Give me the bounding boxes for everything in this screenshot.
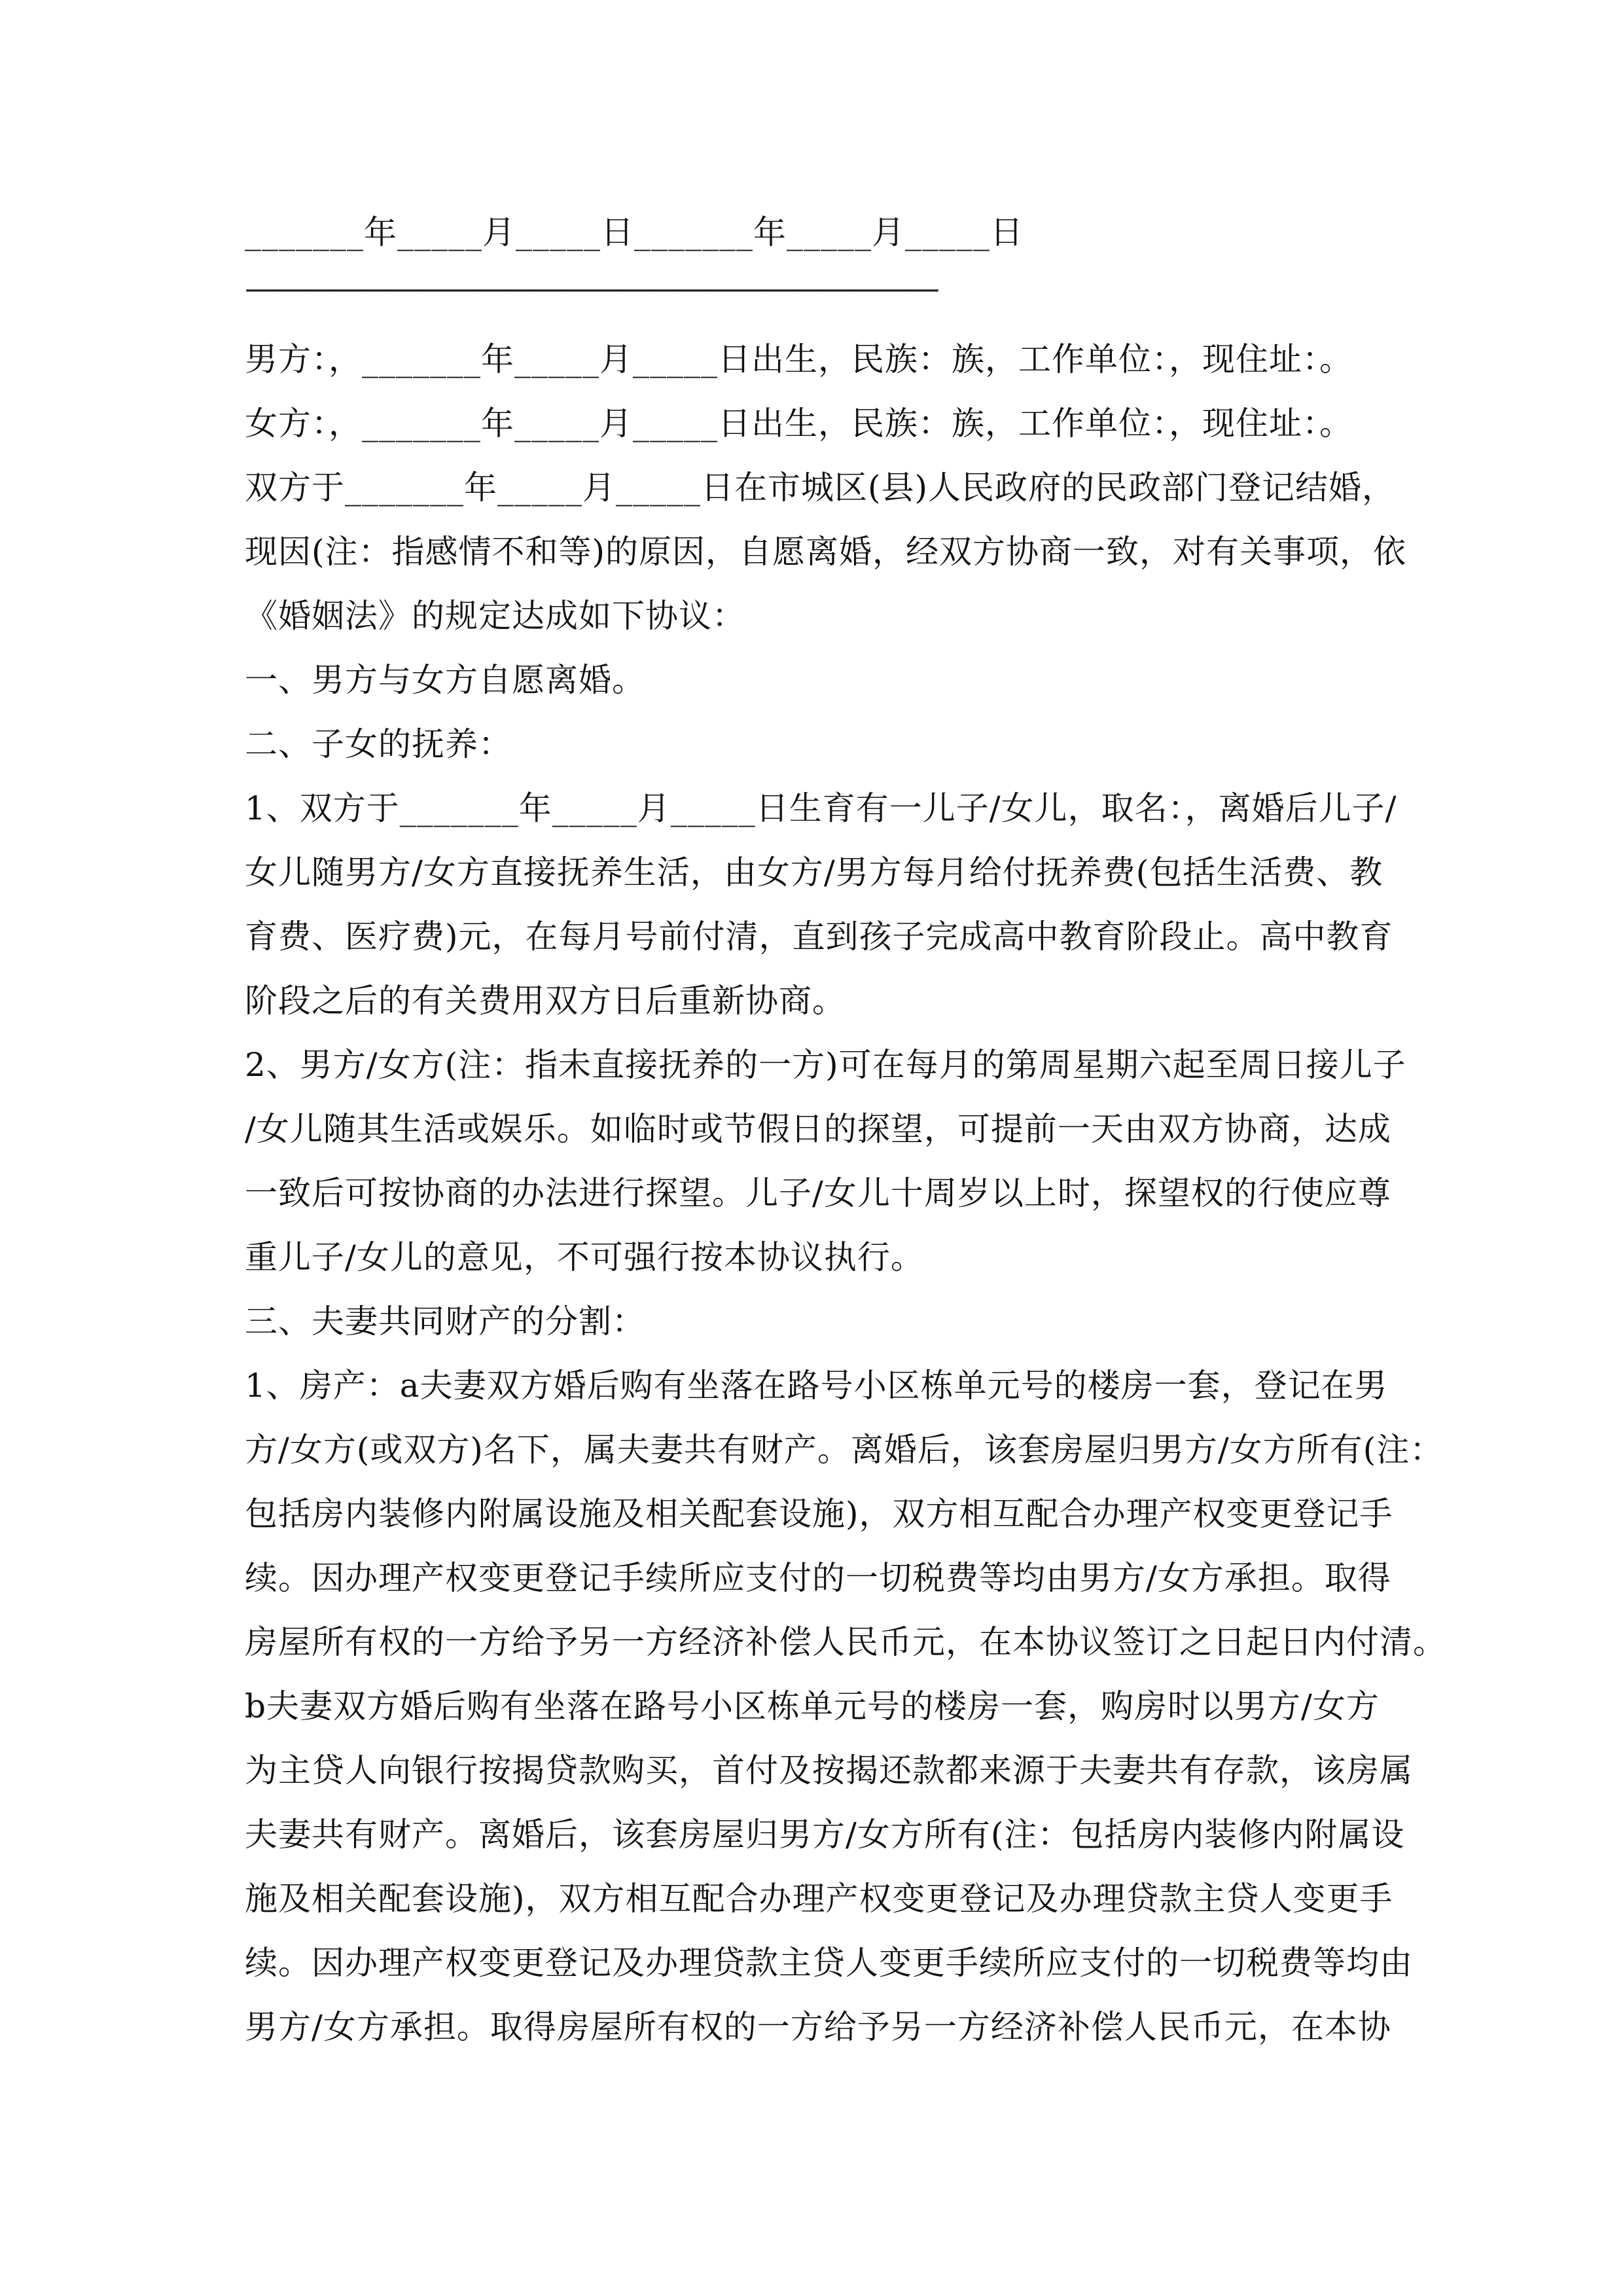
paragraph-line: 男方/女方承担。取得房屋所有权的一方给予另一方经济补偿人民币元，在本协 [245,2008,1391,2046]
date-range-line: _______年_____月_____日_______年_____月_____日 [245,213,1024,251]
section-heading: 二、子女的抚养： [245,725,512,763]
document-body [245,196,1446,2059]
paragraph-line: 房屋所有权的一方给予另一方经济补偿人民币元，在本协议签订之日起日内付清。 [245,1623,1446,1661]
paragraph-line: 续。因办理产权变更登记手续所应支付的一切税费等均由男方/女方承担。取得 [245,1559,1391,1597]
paragraph-line: 一致后可按协商的办法进行探望。儿子/女儿十周岁以上时，探望权的行使应尊 [245,1174,1391,1212]
paragraph-line: 现因(注：指感情不和等)的原因，自愿离婚，经双方协商一致，对有关事项，依 [245,533,1407,571]
section-heading: 一、男方与女方自愿离婚。 [245,661,645,699]
separator-rule: ———————————————————————— [245,269,936,307]
section-heading: 三、夫妻共同财产的分割： [245,1302,645,1340]
paragraph-line: 方/女方(或双方)名下，属夫妻共有财产。离婚后，该套房屋归男方/女方所有(注： [245,1431,1444,1469]
paragraph-line: /女儿随其生活或娱乐。如临时或节假日的探望，可提前一天由双方协商，达成 [245,1110,1391,1148]
paragraph-line: 育费、医疗费)元，在每月号前付清，直到孩子完成高中教育阶段止。高中教育 [245,918,1393,956]
paragraph-line: b夫妻双方婚后购有坐落在路号小区栋单元号的楼房一套，购房时以男方/女方 [245,1687,1380,1725]
paragraph-line: 双方于_______年_____月_____日在市城区(县)人民政府的民政部门登记结婚， [245,469,1396,507]
paragraph-line: 1、房产：a夫妻双方婚后购有坐落在路号小区栋单元号的楼房一套，登记在男 [245,1367,1388,1405]
female-party-line: 女方：，_______年_____月_____日出生，民族：族，工作单位：，现住址：。 [245,404,1353,442]
paragraph-line: 1、双方于_______年_____月_____日生育有一儿子/女儿，取名：，离婚后儿子/ [245,789,1397,827]
paragraph-line: 2、男方/女方(注：指未直接抚养的一方)可在每月的第周星期六起至周日接儿子 [245,1046,1406,1084]
paragraph-line: 续。因办理产权变更登记及办理贷款主贷人变更手续所应支付的一切税费等均由 [245,1944,1413,1982]
male-party-line: 男方：，_______年_____月_____日出生，民族：族，工作单位：，现住址：。 [245,340,1353,378]
paragraph-line: 女儿随男方/女方直接抚养生活，由女方/男方每月给付抚养费(包括生活费、教 [245,853,1383,891]
paragraph-line: 包括房内装修内附属设施及相关配套设施)，双方相互配合办理产权变更登记手 [245,1495,1393,1533]
paragraph-line: 阶段之后的有关费用双方日后重新协商。 [245,982,846,1020]
paragraph-line: 《婚姻法》的规定达成如下协议： [245,597,745,635]
paragraph-line: 为主贷人向银行按揭贷款购买，首付及按揭还款都来源于夫妻共有存款，该房属 [245,1751,1413,1789]
paragraph-line: 施及相关配套设施)，双方相互配合办理产权变更登记及办理贷款主贷人变更手 [245,1880,1393,1918]
paragraph-line: 夫妻共有财产。离婚后，该套房屋归男方/女方所有(注：包括房内装修内附属设 [245,1816,1405,1854]
paragraph-line: 重儿子/女儿的意见，不可强行按本协议执行。 [245,1238,924,1276]
